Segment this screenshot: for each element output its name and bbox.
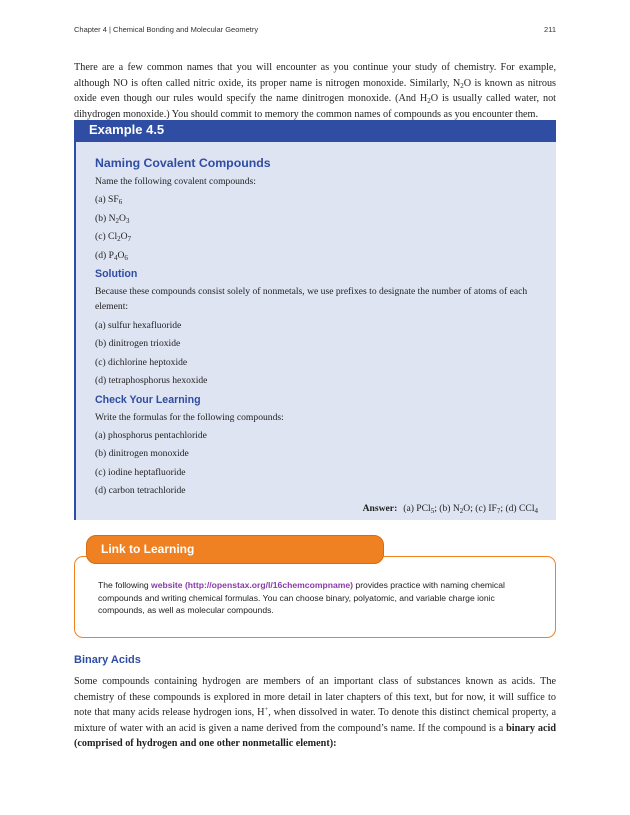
link-text-before: The following — [98, 580, 152, 590]
formula-subscript: 2 — [115, 216, 120, 225]
intro-text-1: There are a few common names that you will encounter as you continue your study of chemistry. For example, although NO is often called nitric oxide, its proper name is nitrogen monoxide. Similarly, N — [74, 62, 556, 89]
answer-text-part: O; (c) IF — [463, 503, 497, 514]
example-header — [76, 120, 556, 142]
intro-text-3: O is usually called water, not dihydrogen monoxide.) You should commit to memory the common names of compounds as you encounter them. — [74, 93, 556, 120]
answer-text-part: (a) PCl — [403, 503, 431, 514]
answer-text-part: ; (b) N — [434, 503, 460, 514]
formula-symbol: O — [120, 231, 128, 243]
answer-text — [403, 503, 538, 514]
formula-symbol: Cl — [108, 231, 118, 243]
link-to-learning-tab — [86, 535, 384, 564]
binary-text-2: , when dissolved in water. To denote this distinct chemical property, a mixture of water with an acid is given a name derived from the compound’s name. If the compound is a — [74, 707, 556, 734]
solution-text: Because these compounds consist solely of nonmetals, we use prefixes to designate the number of atoms of each element: — [95, 286, 528, 312]
formula-item-prefix: (b) — [95, 212, 109, 224]
formula-item-prefix: (a) — [95, 194, 109, 206]
formula-symbol: P — [108, 249, 114, 261]
formula-item — [95, 247, 541, 265]
formula-item — [95, 228, 541, 246]
check-item: (d) carbon tetrachloride — [95, 485, 186, 497]
solution-item: (d) tetraphosphorus hexoxide — [95, 375, 208, 387]
formula-item — [95, 191, 541, 209]
answer-line — [363, 503, 538, 514]
binary-text-3: (comprised of hydrogen and one other nonmetallic element): — [74, 738, 337, 749]
check-item: (a) phosphorus pentachloride — [95, 430, 207, 442]
intro-text-2: O is known as nitrous oxide even though our rules would specify the name dinitrogen monoxide. (And H — [74, 77, 556, 104]
intro-subscript-2: 2 — [427, 97, 431, 105]
formula-item-prefix: (c) — [95, 231, 109, 243]
openstax-website-link[interactable]: website (http://openstax.org/l/16chemcompname) — [151, 580, 354, 590]
formula-symbol: O — [119, 212, 126, 224]
binary-acids-paragraph — [74, 674, 556, 752]
formula-subscript: 6 — [118, 198, 123, 207]
check-heading: Check Your Learning — [95, 393, 201, 406]
check-item: (c) iodine heptafluoride — [95, 466, 186, 478]
answer-subscript: 7 — [496, 507, 501, 515]
example-content — [95, 154, 541, 501]
solution-heading: Solution — [95, 268, 138, 281]
running-head — [74, 25, 556, 39]
hydrogen-ion-charge: + — [264, 706, 269, 713]
example-items — [95, 191, 541, 265]
formula-subscript: 2 — [117, 235, 121, 244]
example-label: Example 4.5 — [89, 122, 165, 137]
formula-subscript: 7 — [127, 235, 132, 244]
example-box — [74, 120, 556, 520]
answer-text-part: ; (d) CCl — [500, 503, 535, 514]
solution-items — [95, 317, 541, 391]
solution-item: (b) dinitrogen trioxide — [95, 338, 181, 350]
formula-symbol: SF — [108, 194, 119, 206]
answer-subscript: 4 — [534, 507, 538, 515]
check-items — [95, 427, 541, 501]
link-text-after: provides practice with naming chemical compounds and writing chemical formulas. You can choose binary, polyatomic, and variable charge ionic compounds, as well as molecular compounds. — [98, 580, 505, 615]
answer-label: Answer: — [362, 503, 398, 514]
formula-item-prefix: (d) — [95, 249, 109, 261]
solution-item: (a) sulfur hexafluoride — [95, 320, 182, 332]
check-item: (b) dinitrogen monoxide — [95, 448, 189, 460]
binary-acids-heading: Binary Acids — [74, 654, 141, 666]
check-text: Write the formulas for the following compounds: — [95, 411, 284, 423]
chapter-title: Chapter 4 | Chemical Bonding and Molecular Geometry — [74, 25, 259, 34]
link-to-learning-text — [98, 579, 528, 617]
example-prompt: Name the following covalent compounds: — [95, 176, 256, 187]
binary-text-1: Some compounds containing hydrogen are members of an important class of substances known as acids. The chemistry of these compounds is explored in more detail in later chapters of this text, but for now, it will suffice to note that many acids release hydrogen ions, H — [74, 676, 556, 718]
formula-symbol: O — [117, 249, 125, 261]
example-title: Naming Covalent Compounds — [95, 156, 271, 170]
formula-subscript: 3 — [125, 216, 130, 225]
binary-acid-term: binary acid — [506, 722, 557, 734]
formula-symbol: N — [108, 212, 116, 224]
link-to-learning-label: Link to Learning — [101, 542, 195, 556]
page-number: 211 — [544, 25, 556, 34]
answer-subscript: 5 — [430, 507, 435, 515]
formula-subscript: 6 — [124, 253, 128, 262]
intro-paragraph — [74, 60, 556, 122]
solution-item: (c) dichlorine heptoxide — [95, 356, 188, 368]
formula-item — [95, 210, 541, 228]
answer-subscript: 2 — [459, 507, 464, 515]
intro-subscript-1: 2 — [460, 81, 464, 90]
formula-subscript: 4 — [113, 253, 118, 262]
